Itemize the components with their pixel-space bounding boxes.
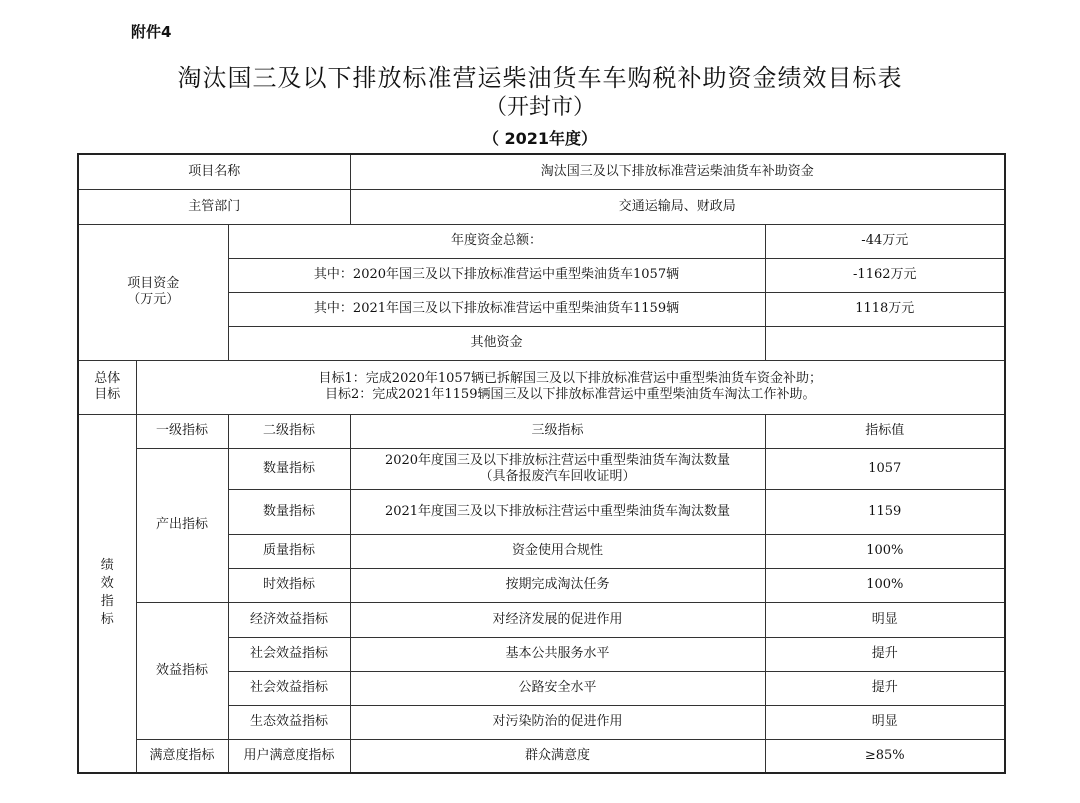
overall-goal-label-line2: 目标: [94, 387, 121, 402]
project-name-value: 淘汰国三及以下排放标准营运柴油货车补助资金: [350, 154, 1005, 189]
overall-goal-label-line1: 总体: [94, 371, 121, 386]
funds-label-line2: （万元）: [127, 292, 180, 307]
benefit-indicator-label: 效益指标: [136, 602, 228, 739]
funds-other-label: 其他资金: [228, 326, 765, 360]
funds-label: [78, 224, 228, 360]
benefit-level2: 生态效益指标: [228, 705, 350, 739]
header-value: 指标值: [765, 414, 1005, 448]
indicators-section-text: 绩效指标: [100, 558, 114, 628]
project-name-label: 项目名称: [78, 154, 350, 189]
funds-label-line1: 项目资金: [127, 276, 180, 291]
output-value: 100%: [765, 568, 1005, 602]
output-level2: 时效指标: [228, 568, 350, 602]
benefit-level3: 对经济发展的促进作用: [350, 602, 765, 637]
overall-goal-text: [136, 360, 1005, 414]
header-level1: 一级指标: [136, 414, 228, 448]
benefit-level3: 公路安全水平: [350, 671, 765, 705]
overall-goal-line2: 目标2：完成2021年1159辆国三及以下排放标准营运中重型柴油货车淘汰工作补助。: [325, 387, 816, 402]
department-value: 交通运输局、财政局: [350, 189, 1005, 224]
funds-2020-label: 其中：2020年国三及以下排放标准营运中重型柴油货车1057辆: [228, 258, 765, 292]
output-level3-line1: 2020年度国三及以下排放标注营运中重型柴油货车淘汰数量: [384, 452, 731, 468]
output-value: 100%: [765, 534, 1005, 568]
benefit-value: 明显: [765, 602, 1005, 637]
year-label: （ 2021年度）: [482, 129, 598, 148]
table-row: [78, 154, 1005, 189]
output-indicator-label: 产出指标: [136, 448, 228, 602]
table-row: [78, 739, 1005, 773]
funds-total-label: 年度资金总额：: [228, 224, 765, 258]
attachment-label: 附件4: [131, 23, 172, 41]
satisfaction-value: ≥85%: [765, 739, 1005, 773]
satisfaction-indicator-label: 满意度指标: [136, 739, 228, 773]
overall-goal-line1: 目标1：完成2020年1057辆已拆解国三及以下排放标准营运中重型柴油货车资金补助；: [318, 371, 822, 386]
benefit-level3: 基本公共服务水平: [350, 637, 765, 671]
indicators-section-label: [78, 414, 136, 773]
funds-2020-value: -1162万元: [765, 258, 1005, 292]
output-level2: 质量指标: [228, 534, 350, 568]
output-level2: 数量指标: [228, 489, 350, 534]
funds-other-value: [765, 326, 1005, 360]
table-row: [78, 360, 1005, 414]
benefit-level2: 社会效益指标: [228, 671, 350, 705]
output-level3: 资金使用合规性: [350, 534, 765, 568]
document-subtitle: （开封市）: [484, 95, 595, 120]
table-row: [78, 602, 1005, 637]
benefit-level2: 社会效益指标: [228, 637, 350, 671]
funds-total-value: -44万元: [765, 224, 1005, 258]
table-row: [78, 189, 1005, 224]
output-level2: 数量指标: [228, 448, 350, 489]
header-level2: 二级指标: [228, 414, 350, 448]
document-title: 淘汰国三及以下排放标准营运柴油货车车购税补助资金绩效目标表: [177, 64, 903, 92]
output-value: 1057: [765, 448, 1005, 489]
table-row: [78, 448, 1005, 489]
performance-target-table: [77, 153, 1006, 774]
benefit-level3: 对污染防治的促进作用: [350, 705, 765, 739]
output-level3: 2021年度国三及以下排放标注营运中重型柴油货车淘汰数量: [350, 489, 765, 534]
output-value: 1159: [765, 489, 1005, 534]
benefit-value: 明显: [765, 705, 1005, 739]
header-level3: 三级指标: [350, 414, 765, 448]
benefit-value: 提升: [765, 637, 1005, 671]
benefit-level2: 经济效益指标: [228, 602, 350, 637]
overall-goal-label: [78, 360, 136, 414]
benefit-value: 提升: [765, 671, 1005, 705]
department-label: 主管部门: [78, 189, 350, 224]
output-level3: 按期完成淘汰任务: [350, 568, 765, 602]
satisfaction-level2: 用户满意度指标: [228, 739, 350, 773]
table-row: [78, 224, 1005, 258]
table-row: [78, 414, 1005, 448]
output-level3-line2: （具备报废汽车回收证明）: [479, 468, 636, 484]
satisfaction-level3: 群众满意度: [350, 739, 765, 773]
funds-2021-value: 1118万元: [765, 292, 1005, 326]
output-level3: [350, 448, 765, 489]
funds-2021-label: 其中：2021年国三及以下排放标准营运中重型柴油货车1159辆: [228, 292, 765, 326]
